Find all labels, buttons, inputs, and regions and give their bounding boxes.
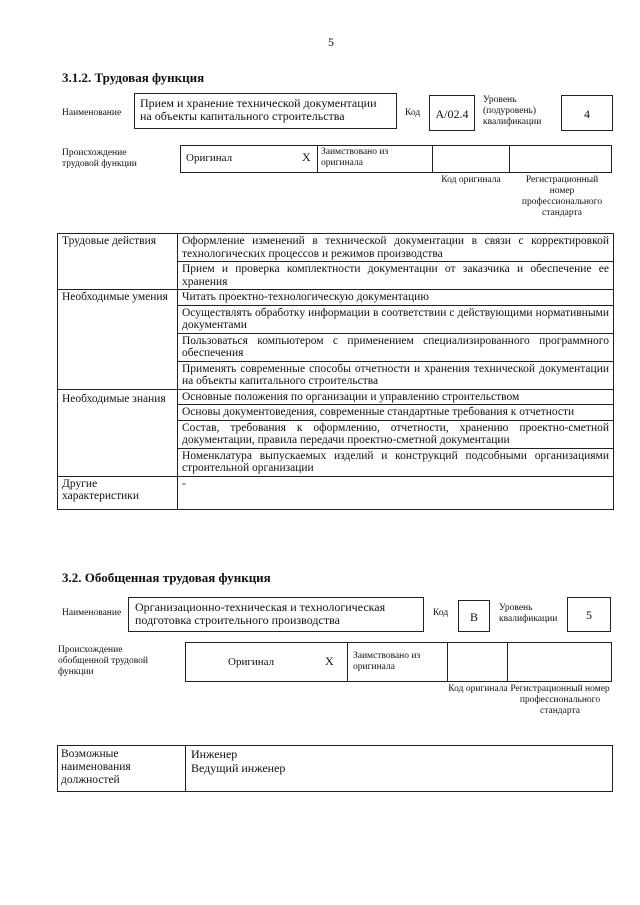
list-item: Читать проектно-технологическую документацию <box>178 290 614 306</box>
code-value: B <box>458 600 490 632</box>
row-label-skills: Необходимые умения <box>58 290 178 390</box>
original-mark: X <box>302 150 311 164</box>
list-item: Применять современные способы отчетности и хранения технической документации на объекты капитального строительства <box>178 361 614 389</box>
code-original-caption: Код оригинала <box>448 684 508 694</box>
level-value: 4 <box>561 95 613 131</box>
name-value-box <box>134 93 397 129</box>
divider <box>185 745 186 792</box>
table-row <box>58 234 614 262</box>
page-number: 5 <box>328 35 334 49</box>
name-value: Организационно-техническая и технологическая подготовка строительного производства <box>135 600 386 627</box>
level-label: Уровень (подуровень) квалификации <box>483 95 542 127</box>
list-item: Прием и проверка комплектности документации от заказчика и обеспечение ее хранения <box>178 262 614 290</box>
table-row <box>58 290 614 306</box>
origin-label: Происхождение трудовой функции <box>62 148 137 169</box>
code-label: Код <box>433 608 449 618</box>
list-item: Номенклатура выпускаемых изделий и конструкций подсобными организациями строительной организации <box>178 448 614 476</box>
list-item: Основы документоведения, современные стандартные требования к отчетности <box>178 405 614 421</box>
reg-number-caption: Регистрационный номер профессионального стандарта <box>510 684 610 716</box>
divider <box>347 642 348 682</box>
list-item: Пользоваться компьютером с применением специализированного программного обеспечения <box>178 333 614 361</box>
section-title-32: 3.2. Обобщенная трудовая функция <box>62 570 271 585</box>
name-value-box <box>128 597 424 632</box>
original-label: Оригинал <box>228 656 275 668</box>
labor-function-table <box>57 233 614 510</box>
list-item: Ведущий инженер <box>191 761 286 775</box>
borrowed-label: Заимствовано из оригинала <box>353 651 421 672</box>
name-label: Наименование <box>62 108 122 118</box>
table-row <box>58 389 614 405</box>
code-original-caption: Код оригинала <box>441 175 501 185</box>
positions-label: Возможные наименования должностей <box>61 748 131 786</box>
row-label-actions: Трудовые действия <box>58 234 178 290</box>
original-mark: X <box>325 654 334 668</box>
name-value: Прием и хранение технической документации на объекты капитального строительства <box>140 96 377 123</box>
divider <box>432 145 433 173</box>
list-item: Основные положения по организации и управлению строительством <box>178 389 614 405</box>
row-label-other: Другие характеристики <box>58 476 178 509</box>
row-label-knowledge: Необходимые знания <box>58 389 178 476</box>
table-row <box>58 476 614 509</box>
divider <box>509 145 510 173</box>
section-title-312: 3.1.2. Трудовая функция <box>62 70 205 85</box>
list-item: Состав, требования к оформлению, отчетности, хранению проектно-сметной документации, правила передачи проектно-сметной документации <box>178 420 614 448</box>
code-value: A/02.4 <box>429 95 475 131</box>
borrowed-label: Заимствовано из оригинала <box>321 147 389 168</box>
level-label: Уровень квалификации <box>499 603 558 624</box>
reg-number-caption: Регистрационный номер профессионального стандарта <box>521 175 603 218</box>
level-value: 5 <box>567 597 611 632</box>
code-label: Код <box>405 108 421 118</box>
list-item: Инженер <box>191 747 238 761</box>
list-item: - <box>178 476 614 509</box>
origin-label: Происхождение обобщенной трудовой функции <box>58 645 148 677</box>
divider <box>447 642 448 682</box>
list-item: Оформление изменений в технической документации в связи с корректировкой технологических процессов и режимов производства <box>178 234 614 262</box>
original-label: Оригинал <box>186 152 233 164</box>
list-item: Осуществлять обработку информации в соответствии с действующими нормативными документами <box>178 305 614 333</box>
name-label: Наименование <box>62 608 122 618</box>
divider <box>317 145 318 173</box>
divider <box>507 642 508 682</box>
